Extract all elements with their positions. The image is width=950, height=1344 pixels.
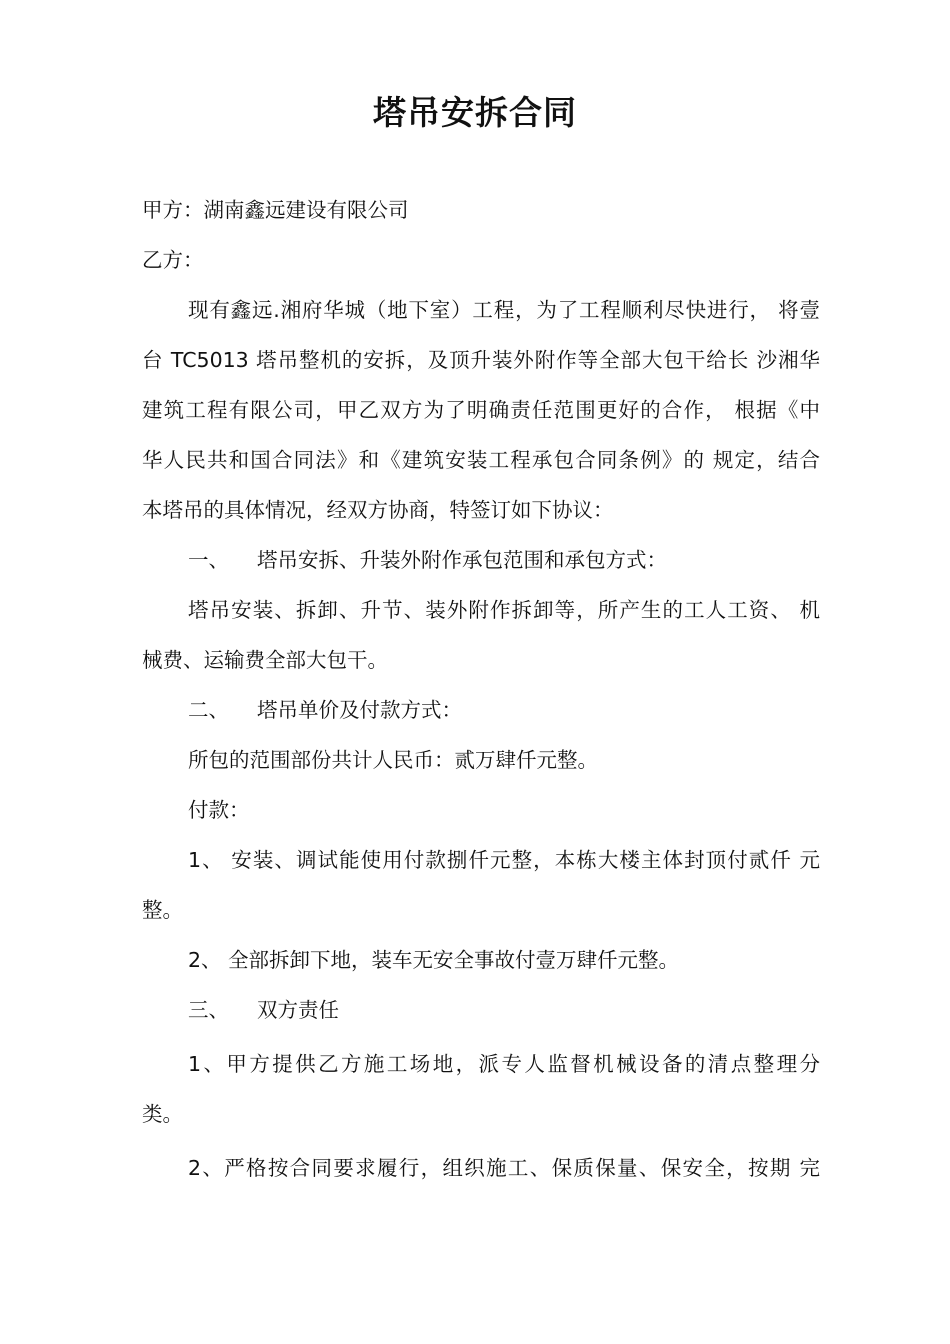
responsibility-item-2	[142, 1143, 820, 1193]
section-number: 一、	[188, 548, 229, 572]
responsibility-item-1	[142, 1039, 820, 1139]
paragraph-line: 2、严格按合同要求履行，组织施工、保质保量、保安全，按期 完	[188, 1156, 820, 1180]
section-number: 二、	[188, 698, 229, 722]
section-title: 塔吊单价及付款方式：	[257, 698, 462, 722]
intro-line: 华人民共和国合同法》和《建筑安装工程承包合同条例》的 规定，结合	[142, 448, 820, 472]
document-body	[142, 185, 820, 1193]
section-title: 塔吊安拆、升装外附作承包范围和承包方式：	[257, 548, 667, 572]
payment-item-1	[142, 835, 820, 935]
intro-line: 建筑工程有限公司，甲乙双方为了明确责任范围更好的合作， 根据《中	[142, 398, 820, 422]
party-a: 甲方：湖南鑫远建设有限公司	[142, 198, 409, 222]
paragraph-line: 1、甲方提供乙方施工场地，派专人监督机械设备的清点整理分	[188, 1052, 820, 1076]
section-1-paragraph	[142, 585, 820, 685]
paragraph-line: 整。	[142, 898, 183, 922]
payment-item-2: 2、 全部拆卸下地，装车无安全事故付壹万肆仟元整。	[188, 948, 680, 972]
paragraph-line: 1、 安装、调试能使用付款捌仟元整，本栋大楼主体封顶付贰仟 元	[188, 848, 820, 872]
paragraph-line: 塔吊安装、拆卸、升节、装外附作拆卸等，所产生的工人工资、 机	[188, 598, 820, 622]
paragraph-line: 类。	[142, 1102, 183, 1126]
section-number: 三、	[188, 998, 229, 1022]
total-price: 所包的范围部份共计人民币：贰万肆仟元整。	[188, 748, 598, 772]
payment-label: 付款：	[188, 798, 250, 822]
intro-line: 台 TC5013 塔吊整机的安拆，及顶升装外附作等全部大包干给长 沙湘华	[142, 348, 820, 372]
party-b: 乙方：	[142, 248, 204, 272]
section-3-heading	[142, 985, 820, 1035]
paragraph-line: 械费、运输费全部大包干。	[142, 648, 388, 672]
intro-line: 现有鑫远.湘府华城（地下室）工程，为了工程顺利尽快进行， 将壹	[188, 298, 820, 322]
section-title: 双方责任	[257, 998, 339, 1022]
intro-line: 本塔吊的具体情况，经双方协商，特签订如下协议：	[142, 498, 614, 522]
document-title: 塔吊安拆合同	[373, 93, 577, 132]
section-2-heading	[142, 685, 820, 735]
intro-paragraph	[142, 285, 820, 535]
section-1-heading	[142, 535, 820, 585]
